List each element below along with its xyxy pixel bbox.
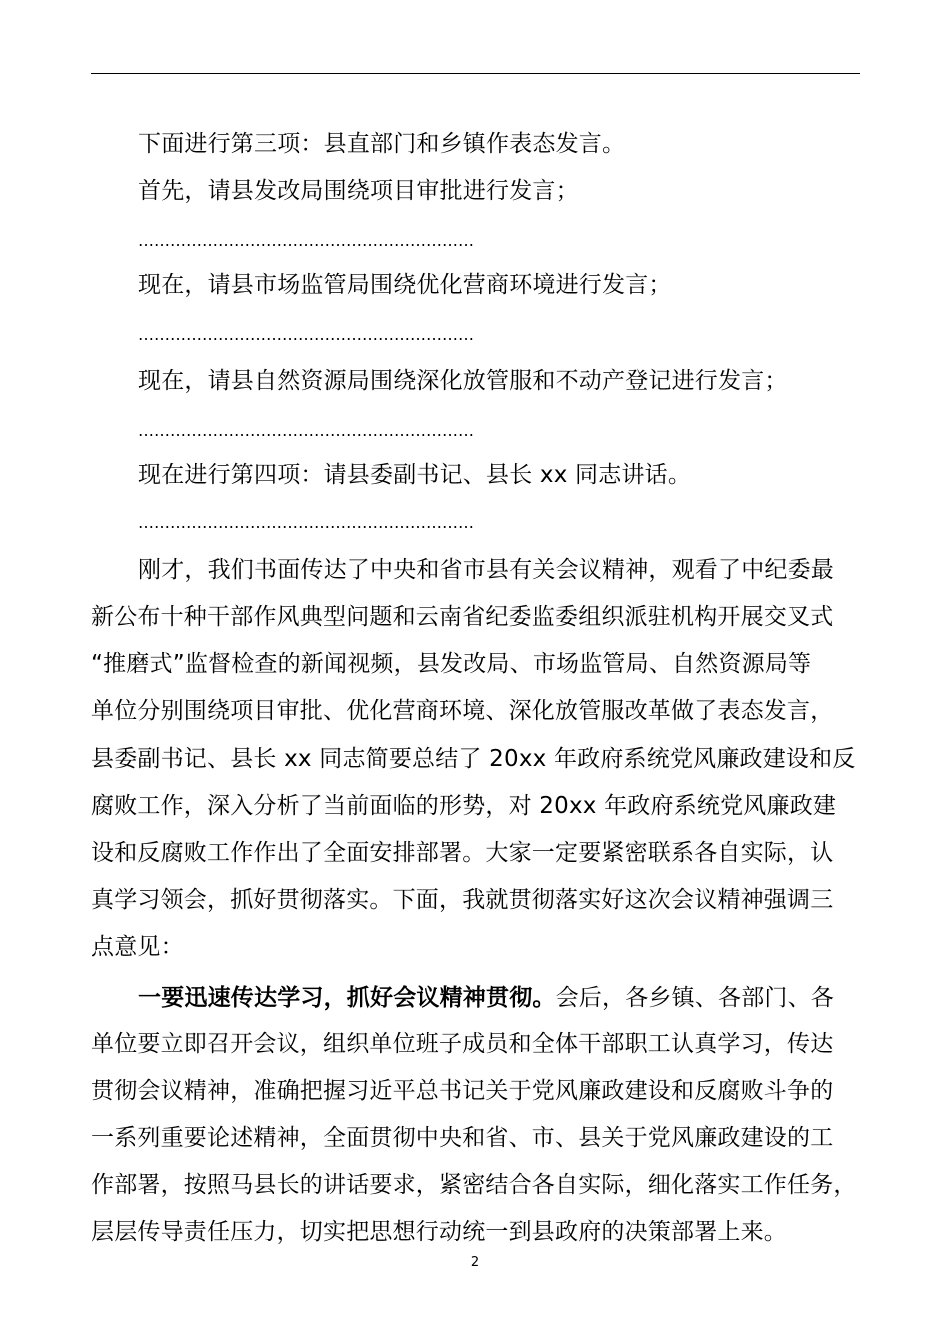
text-line: 现在，请县自然资源局围绕深化放管服和不动产登记进行发言； (138, 368, 788, 394)
text-line: 下面进行第三项：县直部门和乡镇作表态发言。 (138, 131, 626, 157)
paragraph-line: 点意见： (91, 934, 184, 960)
paragraph-heading: 一要迅速传达学习，抓好会议精神贯彻。 (138, 985, 556, 1011)
paragraph-line: 单位分别围绕项目审批、优化营商环境、深化放管服改革做了表态发言， (91, 698, 834, 724)
paragraph-line: “推磨式”监督检查的新闻视频，县发改局、市场监管局、自然资源局等 (91, 651, 812, 677)
paragraph-line: 贯彻会议精神，准确把握习近平总书记关于党风廉政建设和反腐败斗争的 (91, 1078, 834, 1104)
paragraph-line: 作部署，按照马县长的讲话要求，紧密结合各自实际，细化落实工作任务， (91, 1172, 857, 1198)
ellipsis-line: ……………………………………………………… (138, 513, 474, 532)
ellipsis-line: ……………………………………………………… (138, 231, 474, 250)
page-number: 2 (470, 1255, 480, 1270)
header-rule (91, 73, 860, 74)
paragraph-line (91, 983, 907, 1013)
paragraph-line: 单位要立即召开会议，组织单位班子成员和全体干部职工认真学习，传达 (91, 1031, 834, 1057)
paragraph-line: 刚才，我们书面传达了中央和省市县有关会议精神，观看了中纪委最 (138, 557, 834, 583)
paragraph-line: 腐败工作，深入分析了当前面临的形势，对 20xx 年政府系统党风廉政建 (91, 793, 837, 819)
paragraph-line: 新公布十种干部作风典型问题和云南省纪委监委组织派驻机构开展交叉式 (91, 604, 834, 630)
paragraph-line: 真学习领会，抓好贯彻落实。下面，我就贯彻落实好这次会议精神强调三 (91, 887, 834, 913)
paragraph-line: 设和反腐败工作作出了全面安排部署。大家一定要紧密联系各自实际，认 (91, 840, 834, 866)
paragraph-text: 会后，各乡镇、各部门、各 (555, 985, 835, 1011)
paragraph-line: 一系列重要论述精神，全面贯彻中央和省、市、县关于党风廉政建设的工 (91, 1125, 834, 1151)
ellipsis-line: ……………………………………………………… (138, 325, 474, 344)
ellipsis-line: ……………………………………………………… (138, 421, 474, 440)
text-line: 现在，请县市场监管局围绕优化营商环境进行发言； (138, 272, 672, 298)
text-line: 现在进行第四项：请县委副书记、县长 xx 同志讲话。 (138, 462, 692, 488)
text-line: 首先，请县发改局围绕项目审批进行发言； (138, 178, 579, 204)
paragraph-line: 层层传导责任压力，切实把思想行动统一到县政府的决策部署上来。 (91, 1219, 787, 1245)
paragraph-line: 县委副书记、县长 xx 同志简要总结了 20xx 年政府系统党风廉政建设和反 (91, 746, 856, 772)
